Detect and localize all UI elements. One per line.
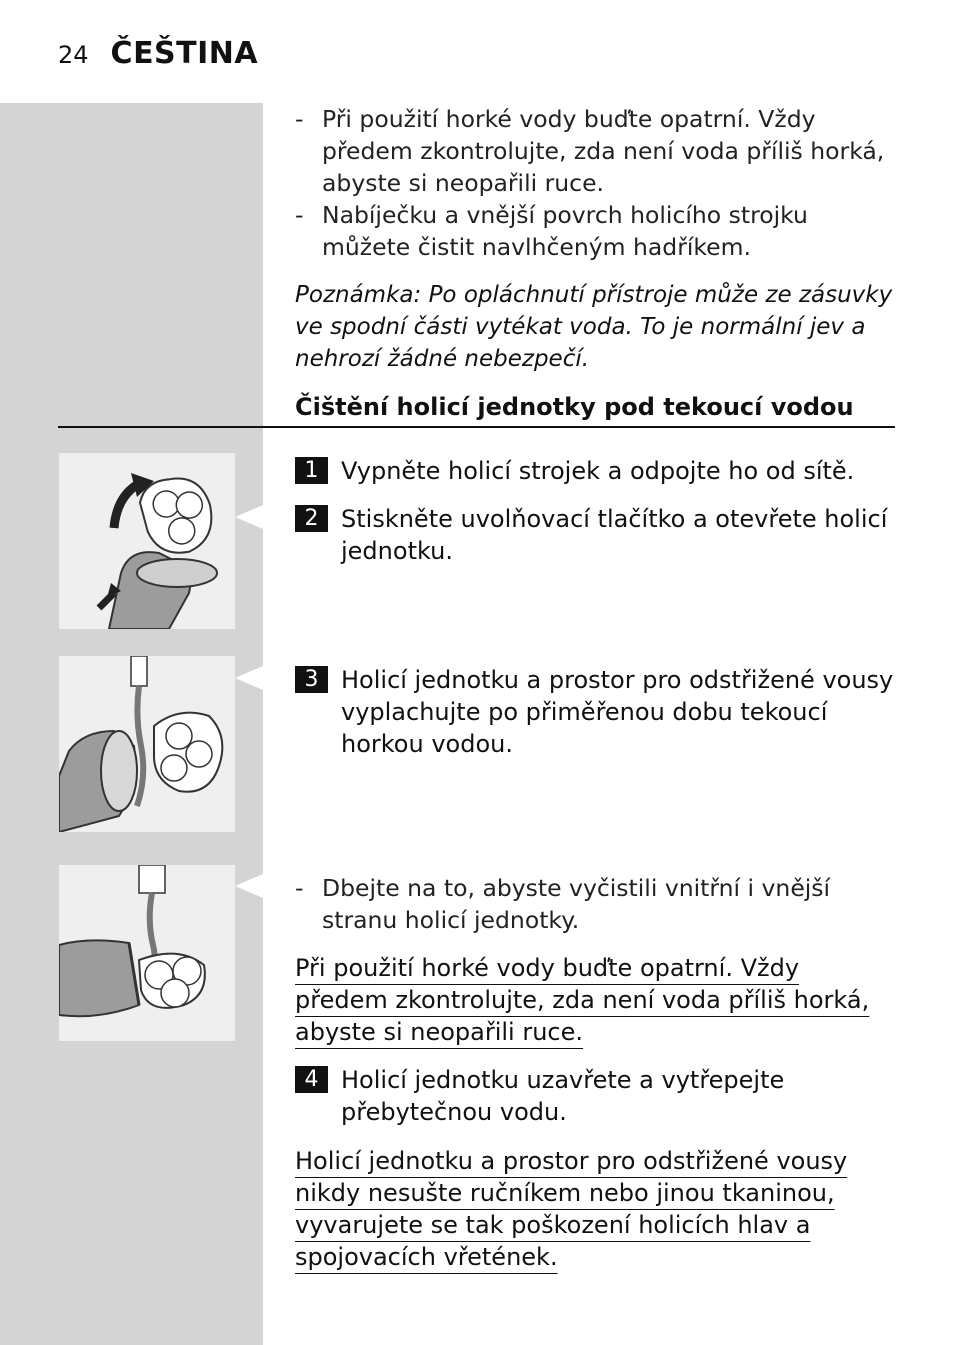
hot-water-warning: Při použití horké vody buďte opatrní. Vždy předem zkontrolujte, zda není voda příliš horká, abyste si neopařili ruce. [295,954,870,1046]
list-item: - Dbejte na to, abyste vyčistili vnitřní i vnější stranu holicí jednotky. [295,874,831,934]
open-shaver-illustration [59,453,235,629]
step-text: Holicí jednotku uzavřete a vytřepejte přebytečnou vodu. [341,1066,785,1126]
pointer-triangle [235,874,263,898]
step-number: 1 [295,457,328,484]
step-text: Holicí jednotku a prostor pro odstřižené vousy vyplachujte po přiměřenou dobu tekoucí horkou vodou. [341,666,894,758]
list-item: - Nabíječku a vnější povrch holicího strojku můžete čistit navlhčeným hadříkem. [295,201,808,261]
towel-warning: Holicí jednotku a prostor pro odstřižené vousy nikdy nesušte ručníkem nebo jinou tkaninou, vyvarujete se tak poškození holicích hlav a spojovacích vřetének. [295,1147,848,1271]
pointer-triangle [235,505,263,529]
rinse-shaver-illustration [59,656,235,832]
step-text: Stiskněte uvolňovací tlačítko a otevřete holicí jednotku. [341,505,888,565]
note-paragraph: Poznámka: Po opláchnutí přístroje může ze zásuvky ve spodní části vytékat voda. To je normální jev a nehrozí žádné nebezpečí. [295,282,893,372]
page-header [58,36,258,71]
language-title: ČEŠTINA [110,36,259,71]
section-title: Čištění holicí jednotky pod tekoucí vodou [295,393,854,421]
inner-outer-bullet [295,872,895,936]
step-4 [295,1064,895,1128]
pointer-triangle [235,666,263,690]
rinse-heads-icon [59,865,235,1041]
step-number: 2 [295,505,328,532]
step-1 [295,455,895,487]
intro-bullets [295,103,895,263]
step-2 [295,503,895,567]
step-text: Vypněte holicí strojek a odpojte ho od sítě. [341,457,855,485]
step-3 [295,664,895,760]
section-divider [58,426,895,428]
step-number: 4 [295,1066,328,1093]
rinse-shaver-icon [59,656,235,832]
rinse-heads-illustration [59,865,235,1041]
page-number: 24 [58,41,89,69]
list-item: - Při použití horké vody buďte opatrní. Vždy předem zkontrolujte, zda není voda příliš horká, abyste si neopařili ruce. [295,105,885,197]
step-number: 3 [295,666,328,693]
open-shaver-icon [59,453,235,629]
